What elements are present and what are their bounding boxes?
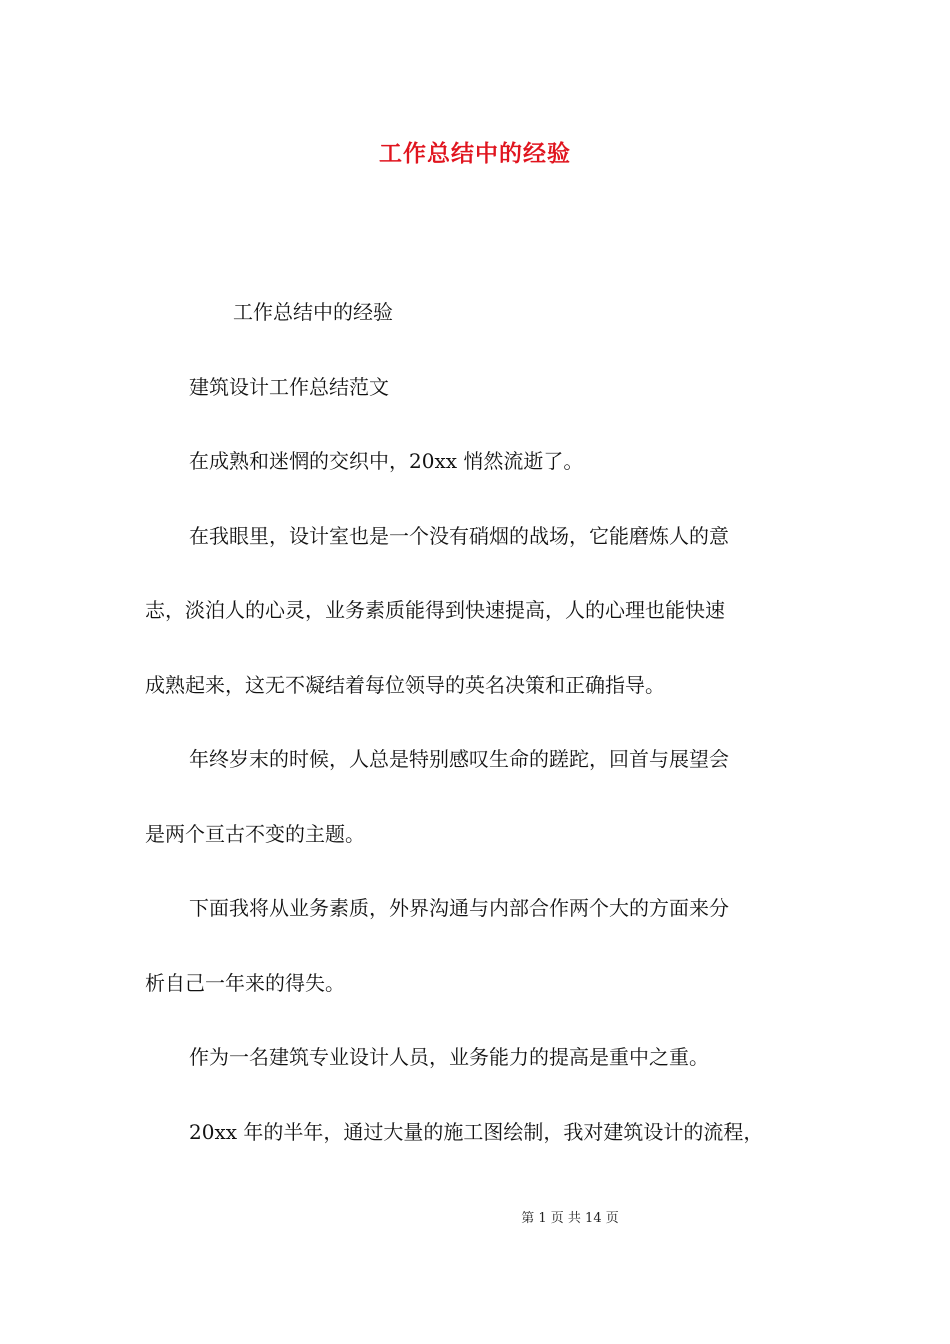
- paragraph-line: 作为一名建筑专业设计人员，业务能力的提高是重中之重。: [189, 1045, 709, 1069]
- paragraph-line: 20xx 年的半年，通过大量的施工图绘制，我对建筑设计的流程，: [189, 1119, 764, 1144]
- paragraph-line: 年终岁末的时候，人总是特别感叹生命的蹉跎，回首与展望会: [189, 747, 729, 771]
- paragraph-line: 在成熟和迷惘的交织中，20xx 悄然流逝了。: [189, 449, 584, 473]
- document-title: 工作总结中的经验: [379, 140, 571, 167]
- paragraph-line: 析自己一年来的得失。: [145, 970, 345, 995]
- paragraph-line: 成熟起来，这无不凝结着每位领导的英名决策和正确指导。: [145, 672, 665, 697]
- paragraph-line: 下面我将从业务素质，外界沟通与内部合作两个大的方面来分: [189, 896, 729, 920]
- page-number-footer: 第 1 页 共 14 页: [521, 1211, 619, 1226]
- paragraph-line: 在我眼里，设计室也是一个没有硝烟的战场，它能磨炼人的意: [189, 523, 729, 548]
- paragraph-line: 工作总结中的经验: [233, 300, 393, 324]
- document-body: [145, 275, 810, 1169]
- paragraph-line: 是两个亘古不变的主题。: [145, 821, 365, 846]
- paragraph-line: 志，淡泊人的心灵，业务素质能得到快速提高，人的心理也能快速: [145, 598, 725, 622]
- paragraph-line: 建筑设计工作总结范文: [189, 374, 389, 399]
